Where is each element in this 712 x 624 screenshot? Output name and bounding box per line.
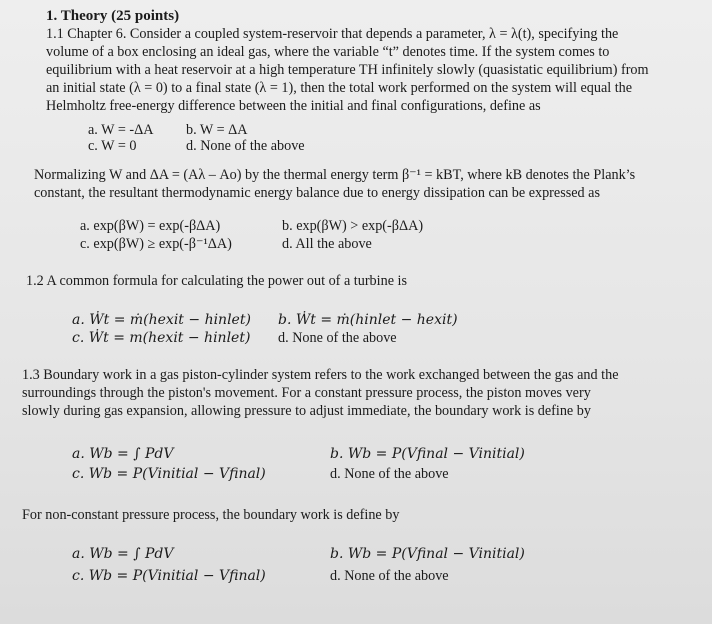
q13-line-3: slowly during gas expansion, allowing pressure to adjust immediate, the boundary work is define by [22, 403, 591, 419]
q13-option-d[interactable]: d. None of the above [330, 466, 449, 482]
q11-line-4: an initial state (λ = 0) to a final state (λ = 1), then the total work performed on the system will equal the [46, 80, 633, 96]
q11-option-b[interactable]: b. W = ΔA [186, 122, 248, 138]
q11-followup-line-1: Normalizing W and ΔA = (Aλ – Ao) by the thermal energy term β⁻¹ = kBT, where kB denotes the Plank’s [34, 167, 636, 183]
q11-line-2: volume of a box enclosing an ideal gas, where the variable “t” denotes time. If the system comes to [46, 44, 610, 60]
q11-line-3: equilibrium with a heat reservoir at a high temperature TH infinitely slowly (quasistatic equilibrium) from [46, 62, 649, 78]
q11-option-a[interactable]: a. W = -ΔA [88, 122, 154, 138]
q11b-option-b[interactable]: b. exp(βW) > exp(-βΔA) [282, 218, 424, 234]
q13-line-2: surroundings through the piston's movement. For a constant pressure process, the piston moves very [22, 385, 591, 401]
q12-option-a[interactable]: a. Ẇt = ṁ(hexit − hinlet) [72, 312, 251, 328]
q13b-option-b[interactable]: b. Wb = P(Vfinal − Vinitial) [330, 546, 525, 562]
q13b-option-a[interactable]: a. Wb = ∫ PdV [72, 546, 174, 562]
q11-followup-paragraph [34, 166, 635, 202]
q13-option-c[interactable]: c. Wb = P(Vinitial − Vfinal) [72, 466, 266, 482]
q11-option-c[interactable]: c. W = 0 [88, 138, 137, 154]
q11b-option-c[interactable]: c. exp(βW) ≥ exp(-β⁻¹ΔA) [80, 236, 232, 252]
q13-followup: For non-constant pressure process, the boundary work is define by [22, 507, 400, 523]
q11b-option-a[interactable]: a. exp(βW) = exp(-βΔA) [80, 218, 221, 234]
q11-followup-line-2: constant, the resultant thermodynamic energy balance due to energy dissipation can be expressed as [34, 185, 601, 201]
q13-paragraph [22, 366, 619, 420]
q12-option-d[interactable]: d. None of the above [278, 330, 397, 346]
section-heading: 1. Theory (25 points) [46, 8, 180, 24]
q11-line-1: 1.1 Chapter 6. Consider a coupled system-reservoir that depends a parameter, λ = λ(t), specifying the [46, 26, 619, 42]
q11-line-5: Helmholtz free-energy difference between the initial and final configurations, define as [46, 98, 541, 114]
q12-question: 1.2 A common formula for calculating the power out of a turbine is [26, 273, 407, 289]
q12-option-b[interactable]: b. Ẇt = ṁ(hinlet − hexit) [278, 312, 458, 328]
q13-option-a[interactable]: a. Wb = ∫ PdV [72, 446, 174, 462]
q12-option-c[interactable]: c. Ẇt = m(hexit − hinlet) [72, 330, 251, 346]
q13-option-b[interactable]: b. Wb = P(Vfinal − Vinitial) [330, 446, 525, 462]
q11-option-d[interactable]: d. None of the above [186, 138, 305, 154]
q13-line-1: 1.3 Boundary work in a gas piston-cylinder system refers to the work exchanged between the gas and the [22, 367, 619, 383]
q11-paragraph [46, 25, 649, 115]
q13b-option-d[interactable]: d. None of the above [330, 568, 449, 584]
q11b-option-d[interactable]: d. All the above [282, 236, 372, 252]
q13b-option-c[interactable]: c. Wb = P(Vinitial − Vfinal) [72, 568, 266, 584]
